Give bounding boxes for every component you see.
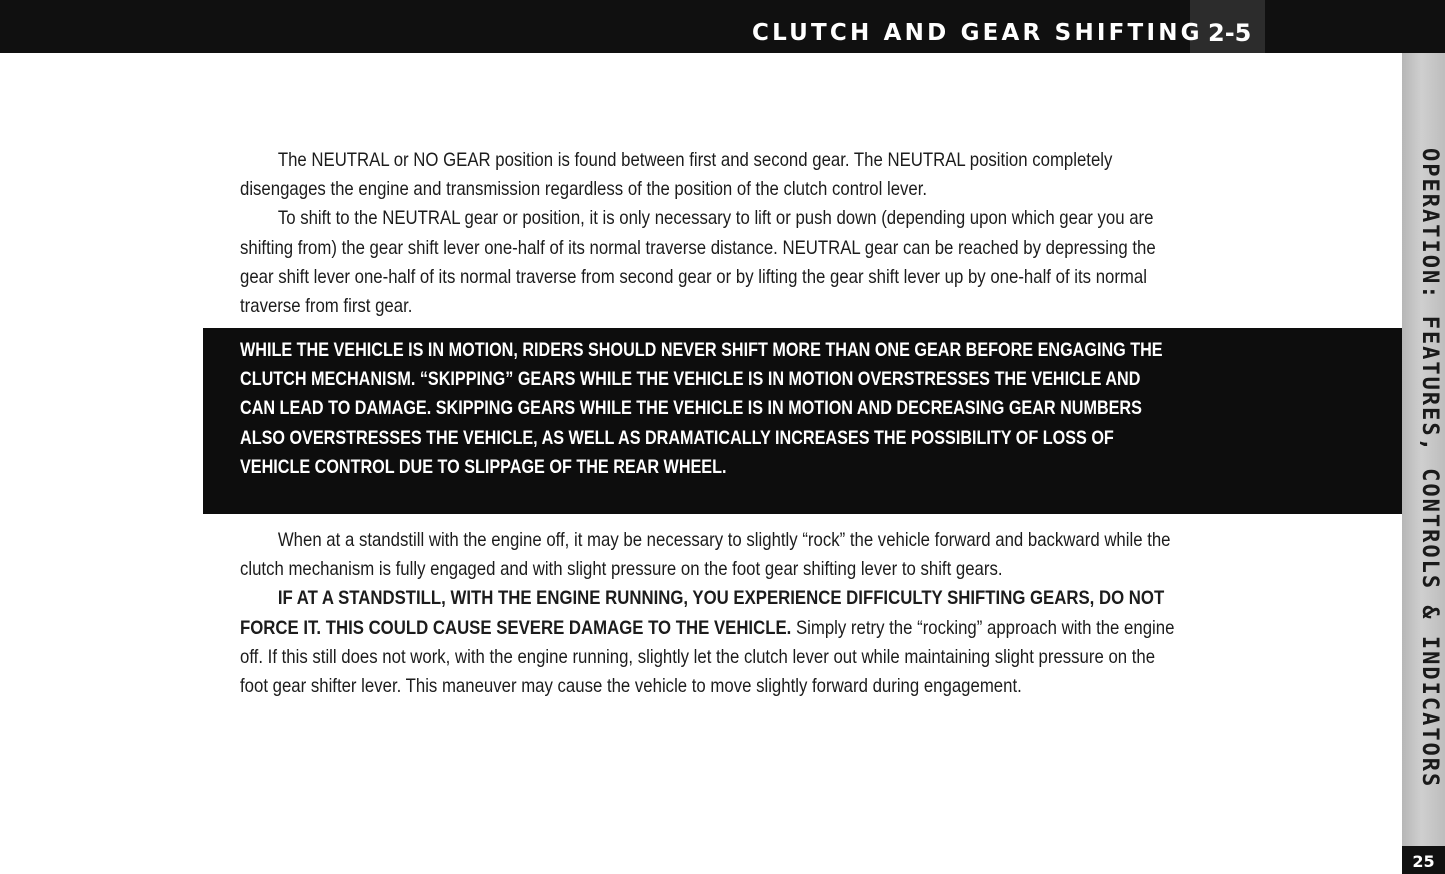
page-reference: 2-5 xyxy=(1208,19,1252,47)
paragraph-rocking: When at a standstill with the engine off, it may be necessary to slightly “rock” the vehicle forward and backward while the clutch mechanism is fully engaged and with slight pressure on the foot gear shifting lever to shift gears. xyxy=(240,529,1171,581)
side-tab-label: OPERATION: FEATURES, CONTROLS & INDICATORS xyxy=(1417,148,1442,789)
standstill-paragraphs xyxy=(240,526,1186,701)
difficulty-instructions: Simply retry the “rocking” approach with the engine off. If this still does not work, with the engine running, slightly let the clutch lever out while maintaining slight pressure on the foot gear shifter lever. This maneuver may cause the vehicle to move slightly forward during engagement. xyxy=(240,616,1175,698)
intro-paragraphs xyxy=(240,146,1186,321)
difficulty-warning-bold: IF AT A STANDSTILL, WITH THE ENGINE RUNNING, YOU EXPERIENCE DIFFICULTY SHIFTING GEARS, DO NOT FORCE IT. THIS COULD CAUSE SEVERE DAMAGE TO THE VEHICLE. xyxy=(240,587,1165,639)
section-title: CLUTCH AND GEAR SHIFTING xyxy=(752,20,1203,46)
paragraph-neutral-position: The NEUTRAL or NO GEAR position is found between first and second gear. The NEUTRAL position completely disengages the engine and transmission regardless of the position of the clutch control lever. xyxy=(240,149,1113,201)
warning-text: WHILE THE VEHICLE IS IN MOTION, RIDERS SHOULD NEVER SHIFT MORE THAN ONE GEAR BEFORE ENGAGING THE CLUTCH MECHANISM. “SKIPPING” GEARS WHILE THE VEHICLE IS IN MOTION OVERSTRESSES THE VEHICLE AND CAN LEAD TO DAMAGE. SKIPPING GEARS WHILE THE VEHICLE IS IN MOTION AND DECREASING GEAR NUMBERS ALSO OVERSTRESSES THE VEHICLE, AS WELL AS DRAMATICALLY INCREASES THE POSSIBILITY OF LOSS OF VEHICLE CONTROL DUE TO SLIPPAGE OF THE REAR WHEEL. xyxy=(240,339,1163,478)
paragraph-shift-to-neutral: To shift to the NEUTRAL gear or position, it is only necessary to lift or push down (depending upon which gear you are shifting from) the gear shift lever one-half of its normal traverse distance. NEUTRAL gear can be reached by depressing the gear shift lever one-half of its normal traverse from second gear or by lifting the gear shift lever up by one-half of its normal traverse from first gear. xyxy=(240,207,1156,318)
paragraph-difficulty-shifting xyxy=(240,584,1186,701)
page-number: 25 xyxy=(1412,852,1435,871)
